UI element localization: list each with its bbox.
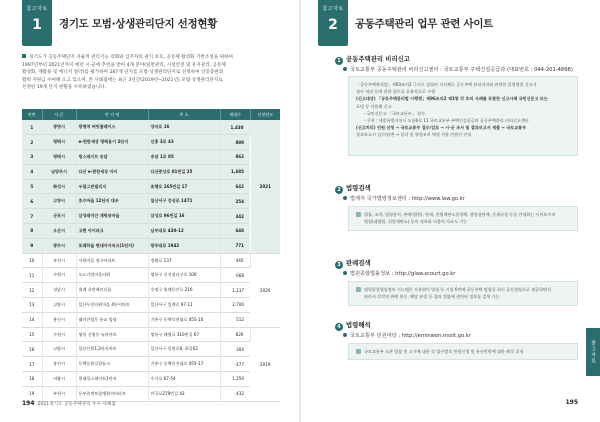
cell-name: 고현 아이파크 [76, 224, 148, 239]
cell-city: 부천시 [42, 386, 76, 401]
cell-city: 남양주시 [42, 164, 76, 179]
dot-bullet-icon [343, 67, 347, 71]
page-number-right: 195 [565, 399, 578, 406]
cell-name: 일산신원1,2단지마트 [76, 342, 148, 357]
desc-line: 법령(대법원, 헌법재판소) 등의 정보와 더불어 자료도 가능 [364, 219, 468, 225]
cell-no: 17 [22, 357, 42, 372]
cell-address: 다산중앙로 81번길 25 [148, 164, 220, 179]
cell-city: 고양시 [42, 342, 76, 357]
cell-city: 평택시 [42, 150, 76, 165]
note-icon [356, 212, 361, 217]
info-line: 결과보고서 검수/답변 → 결과 및 행정조치 예정 사항 민원인 안내 [356, 132, 472, 138]
cell-name: 우림그린빌리지 [76, 179, 148, 194]
cell-units: 1,250 [220, 372, 250, 387]
section-heading-text: 법령해석 [346, 321, 371, 329]
tab-label: 참고자료 [322, 6, 344, 12]
cell-address: 일산서구 일현로8, 하길62 [148, 342, 220, 357]
cell-units: 771 [220, 238, 250, 253]
cell-no: 5 [22, 179, 42, 194]
cell-units: 477 [220, 357, 250, 372]
section-heading-report [335, 54, 410, 65]
cell-no: 2 [22, 135, 42, 150]
desc-line: 법원종합법률정보 시스템은 사용법이 법령 등 기업 6만에 공동주택 법령을 최신 공동법령으로 제공하면서 [364, 287, 551, 292]
cell-address: 광주대로 1942 [148, 238, 220, 253]
table-row [22, 238, 280, 253]
table-row [22, 312, 280, 327]
cell-units: 254 [220, 194, 250, 209]
cell-name: 오드가람마을타워 [76, 268, 148, 283]
table-row [22, 253, 280, 268]
page-title-left: 경기도 모범·상생관리단지 선정현황 [59, 18, 218, 30]
report-info-box [348, 76, 578, 156]
cell-address: 기흥구 동백죽전대로 455-10 [148, 312, 220, 327]
section-heading-law [335, 183, 371, 194]
cell-city: 화성시 [42, 179, 76, 194]
cell-name: 일산무진타워마을 4단지마트 [76, 298, 148, 313]
precedent-site-link[interactable]: 법원종합법률정보 : http://glaw.scourt.go.kr [350, 271, 456, 277]
cell-no: 19 [22, 386, 42, 401]
cell-name: e-편한세상 평택용이 2단지 [76, 135, 148, 150]
note-icon [356, 349, 361, 354]
section-marker-icon: 1 [335, 57, 343, 65]
cell-address: 일산서구 강선로 1471 [148, 194, 220, 209]
cell-city: 광명시 [42, 120, 76, 135]
cell-units: 440 [220, 253, 250, 268]
info-line-process: (신고처리) 민원 신청 → 국토교통부 접수/검토 → 시·군 조사 및 결과보고서 제출 → 국토교통부 [356, 125, 527, 131]
info-line: - 우편 : 세종특별자치시 도움6로 11 국토교통부 주택건설공급과 공동주택관리 비리신고센터 [364, 118, 529, 124]
section-tab-1 [22, 0, 52, 46]
cell-address: 신흥 3로 43 [148, 135, 220, 150]
table-row [22, 194, 280, 209]
tab-number: 1 [32, 17, 42, 33]
tab-number: 2 [328, 17, 338, 33]
cell-address: 효행로 265번길 17 [148, 179, 220, 194]
table-row [22, 120, 280, 135]
info-line: 접수 처리 등에 관한 업무를 효율적으로 수행 [356, 89, 435, 95]
side-index-tab[interactable]: 참고자료 [586, 328, 600, 376]
desc-line: 법률, 조약, 법령용어, 판례(법원), 현재, 헌법재판소결정례, 행정심판례, 중재규정 등을 안내하는 사이트이며 [364, 212, 556, 217]
cell-no: 6 [22, 194, 42, 209]
footer-text: 2021경기도 공동주택관리 우수 사례집 [37, 402, 116, 407]
cell-city: 군포시 [42, 209, 76, 224]
cell-no: 12 [22, 283, 42, 298]
header-city: 시·군 [42, 109, 76, 120]
cell-city: 수원시 [42, 268, 76, 283]
cell-no: 15 [22, 327, 42, 342]
cell-units: 642 [220, 179, 250, 194]
page-gutter [299, 0, 301, 422]
intro-line: 선정된 19개 단지 현황을 수록하였습니다. [22, 85, 107, 91]
cell-city: 의왕시 [42, 372, 76, 387]
cell-address: 수기로 67-54 [148, 372, 220, 387]
table-row [22, 135, 280, 150]
cell-no: 13 [22, 298, 42, 313]
cell-units: 1,137 [220, 283, 250, 298]
dot-bullet-icon [343, 196, 347, 200]
cell-name: 영통 신명동 뉴마카트 [76, 327, 148, 342]
cell-city: 고양시 [42, 298, 76, 313]
desc-line: 국토교통부 소관 법률 및 고시에 대한 각 업무별로 민원신청 및 유사민원에 대한 해석 공개 [364, 349, 524, 354]
cell-units: 668 [220, 268, 250, 283]
interpretation-desc-box [348, 343, 578, 360]
table-row [22, 298, 280, 313]
table-header-row [22, 109, 280, 120]
cell-name: 서원마을 정구아파트 [76, 253, 148, 268]
dot-bullet-icon [343, 271, 347, 275]
precedent-desc-box [348, 281, 578, 306]
cell-units: 648 [220, 224, 250, 239]
section-marker-icon: 3 [335, 261, 343, 269]
cell-units: 2,700 [220, 298, 250, 313]
info-line: - 국민신문고 「국토교통부」 접수 [364, 110, 426, 116]
cell-year: 2021 [250, 120, 280, 253]
cell-no: 16 [22, 342, 42, 357]
cell-city: 광주시 [42, 238, 76, 253]
table-row [22, 327, 280, 342]
table-row [22, 150, 280, 165]
cell-city: 성남시 [42, 283, 76, 298]
cell-units: 304 [220, 342, 250, 357]
cell-year: 2020 [250, 253, 280, 327]
cell-units: 1,685 [220, 164, 250, 179]
cell-address: 안곡로279번길 42 [148, 386, 220, 401]
cell-no: 1 [22, 120, 42, 135]
cell-address: 기흥구 동백죽전대로 455-17 [148, 357, 220, 372]
table-row [22, 209, 280, 224]
cell-year: 2019 [250, 327, 280, 401]
cell-city: 오산시 [42, 224, 76, 239]
cell-city: 고양시 [42, 194, 76, 209]
cell-city: 평택시 [42, 135, 76, 150]
law-desc-box [348, 206, 578, 231]
section-marker-icon: 2 [335, 186, 343, 194]
intro-line: 활성화, 재활용 및 에너지 절약)를 평가하여 287개 단지를 모범·상생관리단지로 선정하여 인증증판과 [22, 70, 224, 76]
cell-no: 14 [22, 312, 42, 327]
cell-no: 18 [22, 372, 42, 387]
report-center-text: 국토교통부 공동주택관리 비리신고센터 : 국토교통부 주택건설공급과 (대표번호 : 044-201-4898) [350, 67, 573, 73]
section-heading-text: 법령검색 [346, 184, 371, 192]
section-marker-icon: 4 [335, 323, 343, 331]
cell-units: 826 [220, 327, 250, 342]
header-units: 세대수 [220, 109, 250, 120]
law-site-line[interactable] [343, 195, 465, 202]
cell-address: 양지로 16 [148, 120, 220, 135]
cell-units: 512 [220, 312, 250, 327]
cell-address: 삼성로 96번길 16 [148, 209, 220, 224]
table-row [22, 372, 280, 387]
cell-no: 4 [22, 164, 42, 179]
cell-address: 영통구 매영로 310번길 67 [148, 327, 220, 342]
header-year: 선정연도 [250, 109, 280, 120]
square-bullet-icon [22, 54, 26, 58]
intro-line: 경기도가 공동주택단지 자율적 관리기능 강화와 입주자의 권익 보호, 공동체 활성화 기반조성을 위하여 [29, 55, 233, 60]
interpretation-site-link[interactable]: 국토교통부 민원마당 : http://eminwon.molit.go.kr [350, 333, 471, 339]
cell-name: 동부천센트럴병원의아파트 [76, 386, 148, 401]
interpretation-site-line[interactable] [343, 332, 471, 339]
intro-paragraph [22, 54, 280, 92]
cell-address: 송담 1로 85 [148, 150, 220, 165]
cell-units: 889 [220, 135, 250, 150]
header-address: 주 소 [148, 109, 220, 120]
cell-no: 7 [22, 209, 42, 224]
cell-city: 용인시 [42, 312, 76, 327]
section-heading-precedent [335, 258, 371, 269]
cell-units: 432 [220, 386, 250, 401]
cell-name: 광명역 써밋플레이스 [76, 120, 148, 135]
cell-name: 현대힐스테이트1단지 [76, 372, 148, 387]
info-line: 「공동주택관리법」제93조의2 근거로 설립된 지자체로 공동주택 관리비리와 관련한 불법행위 신고가 [356, 82, 537, 87]
cell-name: 링스데이트 송담 [76, 150, 148, 165]
table-row [22, 224, 280, 239]
note-icon [356, 287, 361, 292]
intro-line: 활력 지원금 수여해 오고 있으며, 본 사례집에는 최근 3년간(2019년~2021년) 모범·상생관리단지로 [22, 77, 223, 83]
law-site-link[interactable]: 법제처 국가법령정보센터 : http://www.law.go.kr [350, 196, 465, 202]
cell-units: 342 [220, 209, 250, 224]
cell-name: 삼성래미안 재팅뷰마을 [76, 209, 148, 224]
cell-units: 862 [220, 150, 250, 165]
complex-table [22, 109, 280, 402]
table-row [22, 268, 280, 283]
cell-units: 1,430 [220, 120, 250, 135]
section-tab-2 [318, 0, 348, 46]
table-row [22, 342, 280, 357]
precedent-site-line[interactable] [343, 270, 455, 277]
table-body [22, 120, 280, 401]
footer-left [22, 400, 116, 407]
info-line-target: (신고대상) 「공동주택관리법 시행령」제96조의2 제1항 각 호의 사례를 포함한 신고사례 국민신문고 또는 [356, 96, 548, 102]
page-title-right: 공동주택관리 업무 관련 사이트 [355, 18, 494, 30]
table-row [22, 357, 280, 372]
desc-line: 따라서 각각의 판례 원문, 해당 판결 등 결과 법률에 관련된 정보를 검색 가능 [364, 294, 500, 300]
table-row [22, 283, 280, 298]
cell-address: 남부대로 430-12 [148, 224, 220, 239]
cell-name: 다산 e-편한세상 자이 [76, 164, 148, 179]
section-heading-text: 판례검색 [346, 259, 371, 267]
cell-name: 위례 호반베르디움 [76, 283, 148, 298]
cell-city: 부천시 [42, 253, 76, 268]
cell-no: 10 [22, 253, 42, 268]
table-row [22, 164, 280, 179]
table-row [22, 386, 280, 401]
cell-address: 정왕로 137 [148, 253, 220, 268]
cell-name: 동백동원로얄듀크 [76, 357, 148, 372]
cell-no: 8 [22, 224, 42, 239]
section-heading-text: 공동주택관리 비리신고 [346, 55, 410, 63]
header-no: 연번 [22, 109, 42, 120]
cell-no: 9 [22, 238, 42, 253]
report-center-line [343, 66, 573, 73]
header-name: 단 지 명 [76, 109, 148, 120]
info-line: 포털 등 이용해 신고 [356, 103, 392, 109]
cell-address: 영통구 신지정타구로 100 [148, 268, 220, 283]
cell-name: 래미안빌동 분교 빌딩 [76, 312, 148, 327]
cell-no: 11 [22, 268, 42, 283]
cell-address: 일산서구 일렌로 97-11 [148, 298, 220, 313]
dot-bullet-icon [343, 333, 347, 337]
cell-no: 3 [22, 150, 42, 165]
tab-label: 참고자료 [26, 6, 48, 12]
section-heading-interpretation [335, 320, 371, 331]
cell-name: 호수마을 12단지 대우 [76, 194, 148, 209]
cell-city: 용인시 [42, 357, 76, 372]
cell-address: 수정구 위례동안로 216 [148, 283, 220, 298]
cell-city: 수원시 [42, 327, 76, 342]
cell-name: 포레하울 현대아이파크(1단지) [76, 238, 148, 253]
page-number-left: 194 [22, 400, 35, 407]
table-row [22, 179, 280, 194]
intro-line: 1997년부터 2021년까지 매년 시·군에 추천을 받아 4개 분야(일반관리, 시설안전 및 유지관리, 공동체 [22, 62, 226, 68]
